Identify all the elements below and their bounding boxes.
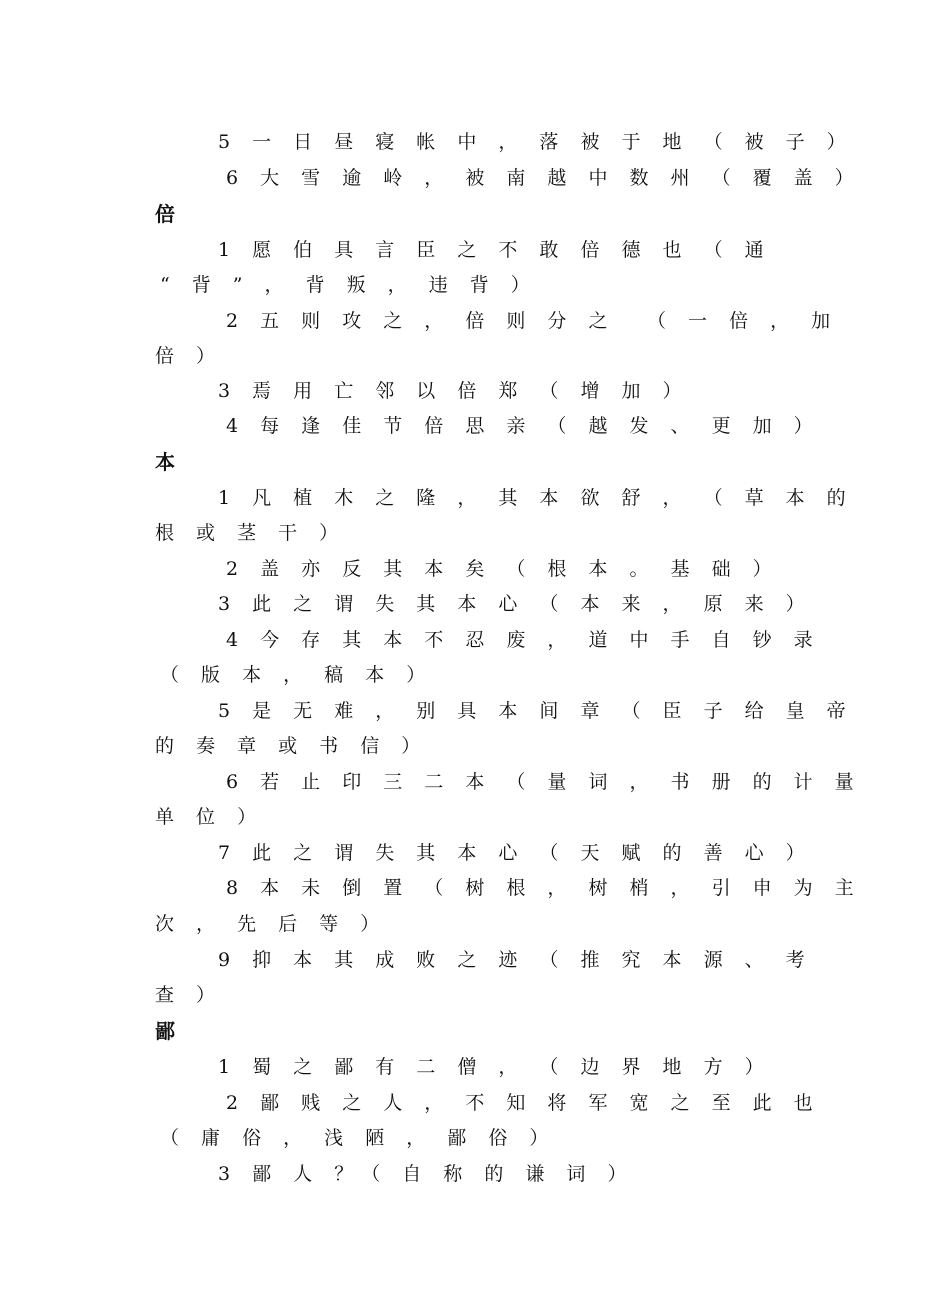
entry-line: 查 ） bbox=[155, 984, 224, 1006]
entry-line: 6 大 雪 逾 岭 ， 被 南 越 中 数 州 （ 覆 盖 ） bbox=[226, 167, 862, 189]
entry-line: 8 本 未 倒 置 （ 树 根 ， 树 梢 ， 引 申 为 主 bbox=[226, 877, 862, 899]
entry-line: 的 奏 章 或 书 信 ） bbox=[155, 735, 429, 757]
entry-line: 单 位 ） bbox=[155, 806, 265, 828]
entry-line: 1 凡 植 木 之 隆 ， 其 本 欲 舒 ， （ 草 本 的 bbox=[218, 487, 854, 509]
entry-line: 3 焉 用 亡 邻 以 倍 郑 （ 增 加 ） bbox=[218, 380, 690, 402]
entry-line: （ 版 本 ， 稿 本 ） bbox=[160, 664, 434, 686]
entry-heading-bi: 鄙 bbox=[155, 1019, 175, 1043]
entry-line: 倍 ） bbox=[155, 345, 224, 367]
entry-line: “ 背 ” ， 背 叛 ， 违 背 ） bbox=[160, 274, 538, 296]
entry-line: 次 ， 先 后 等 ） bbox=[155, 913, 388, 935]
entry-heading-ben: 本 bbox=[155, 450, 175, 474]
entry-line: 2 盖 亦 反 其 本 矣 （ 根 本 。 基 础 ） bbox=[226, 558, 780, 580]
entry-line: 2 五 则 攻 之 ， 倍 则 分 之 （ 一 倍 ， 加 bbox=[226, 310, 839, 332]
entry-line: 4 今 存 其 本 不 忍 废 ， 道 中 手 自 钞 录 bbox=[226, 629, 821, 651]
entry-line: 9 抑 本 其 成 败 之 迹 （ 推 究 本 源 、 考 bbox=[218, 949, 813, 971]
entry-line: 2 鄙 贱 之 人 ， 不 知 将 军 宽 之 至 此 也 bbox=[226, 1092, 821, 1114]
entry-line: 5 是 无 难 ， 别 具 本 间 章 （ 臣 子 给 皇 帝 bbox=[218, 700, 854, 722]
entry-line: 3 此 之 谓 失 其 本 心 （ 本 来 ， 原 来 ） bbox=[218, 593, 813, 615]
entry-heading-bei: 倍 bbox=[155, 202, 175, 226]
entry-line: 5 一 日 昼 寝 帐 中 ， 落 被 于 地 （ 被 子 ） bbox=[218, 131, 854, 153]
entry-line: （ 庸 俗 ， 浅 陋 ， 鄙 俗 ） bbox=[160, 1127, 557, 1149]
entry-line: 3 鄙 人 ？（ 自 称 的 谦 词 ） bbox=[218, 1163, 635, 1185]
entry-line: 4 每 逢 佳 节 倍 思 亲 （ 越 发 、 更 加 ） bbox=[226, 415, 821, 437]
entry-line: 1 愿 伯 具 言 臣 之 不 敢 倍 德 也 （ 通 bbox=[218, 239, 772, 261]
entry-line: 6 若 止 印 三 二 本 （ 量 词 ， 书 册 的 计 量 bbox=[226, 771, 862, 793]
entry-line: 1 蜀 之 鄙 有 二 僧 ， （ 边 界 地 方 ） bbox=[218, 1056, 772, 1078]
entry-line: 7 此 之 谓 失 其 本 心 （ 天 赋 的 善 心 ） bbox=[218, 842, 813, 864]
entry-line: 根 或 茎 干 ） bbox=[155, 522, 347, 544]
